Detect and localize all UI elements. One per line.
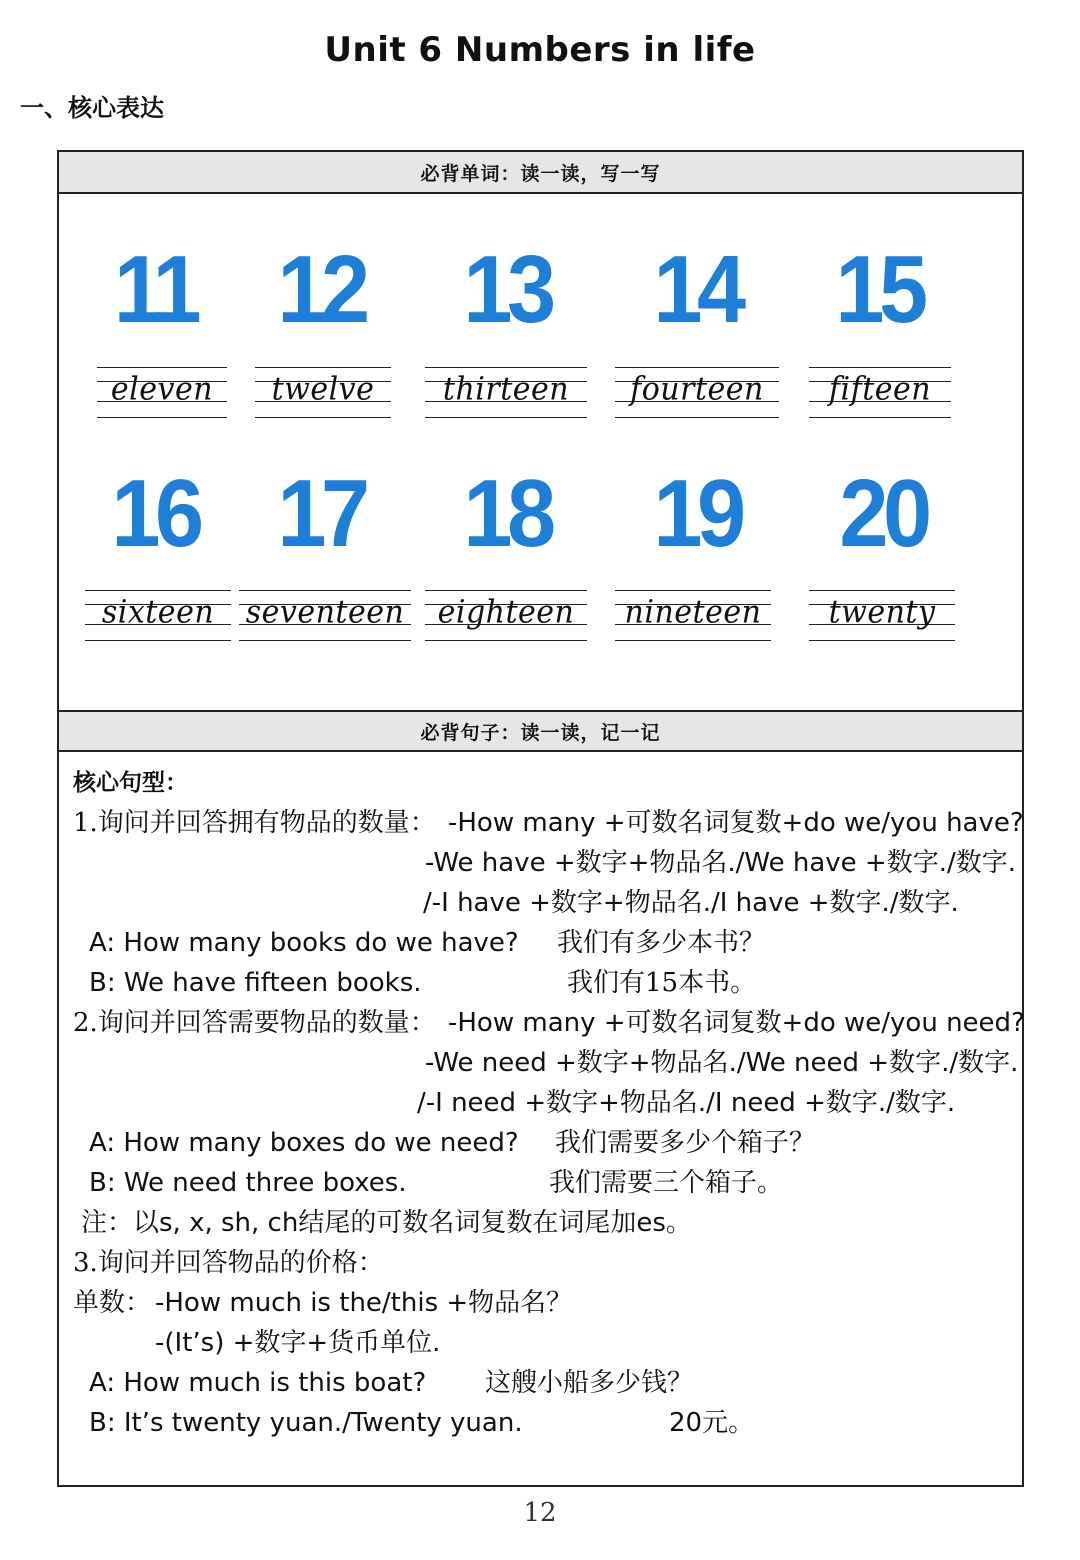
- word-twelve: [255, 367, 391, 417]
- word-sixteen-text: sixteen: [101, 594, 215, 631]
- pattern-1-answer-we: -We have +数字+物品名./We have +数字./数字.: [425, 848, 1017, 878]
- word-eleven-text: eleven: [110, 371, 214, 408]
- number-16: 16: [111, 460, 199, 567]
- pattern-2-question: -How many +可数名词复数+do we/you need?: [448, 1008, 1025, 1038]
- number-11: 11: [113, 236, 197, 343]
- number-17: 17: [277, 460, 365, 567]
- pattern-2-example-a-cn: 我们需要多少个箱子？: [555, 1128, 816, 1158]
- pattern-1-label: 1.询问并回答拥有物品的数量：: [73, 808, 436, 838]
- number-15: 15: [835, 236, 923, 343]
- word-twenty-text: twenty: [828, 594, 936, 631]
- word-fourteen-text: fourteen: [630, 371, 764, 408]
- pattern-2-example-b: B: We need three boxes.: [89, 1168, 407, 1198]
- word-seventeen: [239, 590, 411, 640]
- word-fifteen: [809, 367, 951, 417]
- word-twenty: [809, 590, 955, 640]
- pattern-2-label: 2.询问并回答需要物品的数量：: [73, 1008, 436, 1038]
- pattern-3-example-a-cn: 这艘小船多少钱？: [485, 1368, 694, 1398]
- word-sixteen: [85, 590, 231, 640]
- pattern-1-example-b-cn: 我们有15本书。: [567, 968, 757, 998]
- number-18: 18: [463, 460, 551, 567]
- page-title: Unit 6 Numbers in life: [324, 30, 756, 70]
- vocab-header-bar: 必背单词：读一读，写一写: [59, 152, 1022, 194]
- word-eighteen: [425, 590, 587, 640]
- sentence-header-bar: 必背句子：读一读，记一记: [59, 710, 1022, 752]
- number-19: 19: [653, 460, 741, 567]
- pattern-3-example-a: A: How much is this boat?: [89, 1368, 427, 1398]
- page-number: 12: [523, 1498, 557, 1528]
- word-nineteen: [615, 590, 771, 640]
- pattern-1-example-a: A: How many books do we have?: [89, 928, 519, 958]
- pattern-3-example-b: B: It’s twenty yuan./Twenty yuan.: [89, 1408, 523, 1438]
- pattern-1-question: -How many +可数名词复数+do we/you have?: [448, 808, 1024, 838]
- word-thirteen-text: thirteen: [442, 371, 570, 408]
- pattern-1-answer-i: /-I have +数字+物品名./I have +数字./数字.: [423, 888, 959, 918]
- pattern-2-answer-we: -We need +数字+物品名./We need +数字./数字.: [425, 1048, 1019, 1078]
- pattern-1-example-a-cn: 我们有多少本书？: [557, 928, 766, 958]
- number-14: 14: [653, 236, 741, 343]
- content-frame: [57, 150, 1024, 1487]
- word-thirteen: [425, 367, 587, 417]
- pattern-3-answer: -(It’s) +数字+货币单位.: [155, 1328, 441, 1358]
- section-heading: 一、核心表达: [20, 93, 164, 122]
- pattern-2-note: 注：以s, x, sh, ch结尾的可数名词复数在词尾加es。: [81, 1208, 692, 1238]
- pattern-3-singular-label: 单数：: [73, 1288, 152, 1318]
- word-twelve-text: twelve: [271, 371, 375, 408]
- word-fifteen-text: fifteen: [828, 371, 932, 408]
- word-fourteen: [615, 367, 779, 417]
- pattern-3-example-b-cn: 20元。: [669, 1408, 755, 1438]
- pattern-2-example-a: A: How many boxes do we need?: [89, 1128, 519, 1158]
- number-12: 12: [277, 236, 365, 343]
- pattern-1-example-b: B: We have fifteen books.: [89, 968, 422, 998]
- pattern-2-example-b-cn: 我们需要三个箱子。: [549, 1168, 784, 1198]
- number-13: 13: [463, 236, 551, 343]
- word-eighteen-text: eighteen: [437, 594, 575, 631]
- number-20: 20: [839, 460, 927, 567]
- patterns-label: 核心句型：: [73, 769, 188, 796]
- pattern-3-question: -How much is the/this +物品名？: [155, 1288, 573, 1318]
- pattern-3-label: 3.询问并回答物品的价格：: [73, 1248, 384, 1278]
- word-nineteen-text: nineteen: [624, 594, 762, 631]
- word-seventeen-text: seventeen: [245, 594, 405, 631]
- word-eleven: [97, 367, 227, 417]
- pattern-2-answer-i: /-I need +数字+物品名./I need +数字./数字.: [417, 1088, 956, 1118]
